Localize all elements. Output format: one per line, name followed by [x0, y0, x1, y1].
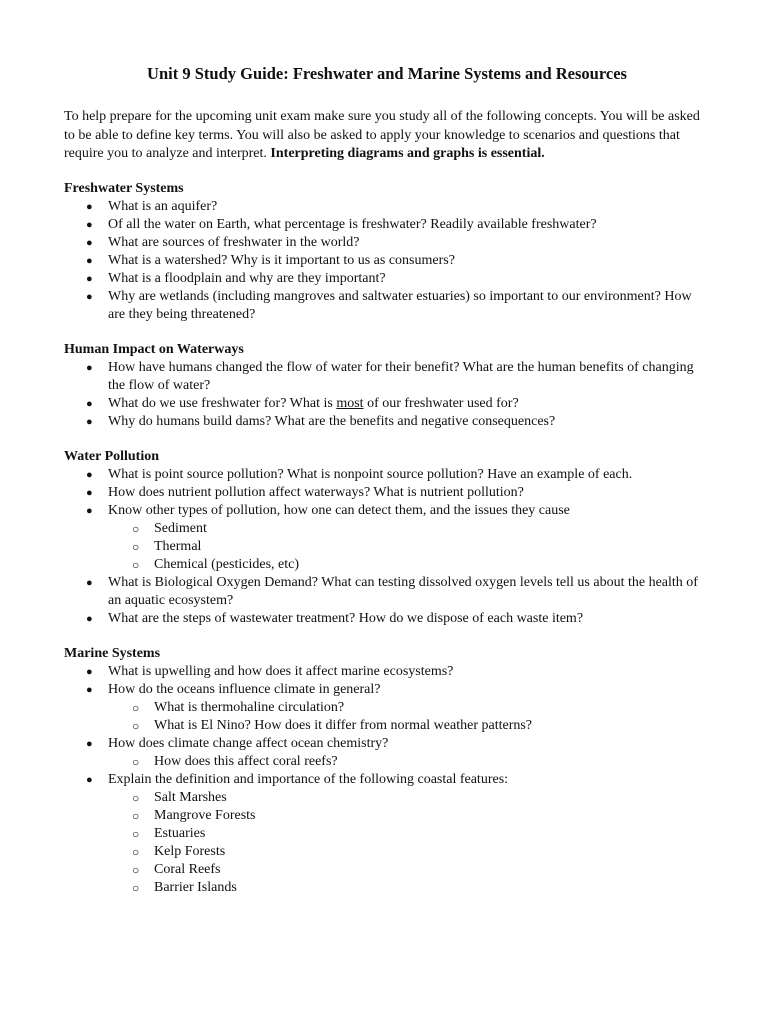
- list-item: [64, 198, 708, 216]
- climate-sub-list: [108, 699, 708, 735]
- list-item: [64, 502, 708, 574]
- section-title-freshwater: Freshwater Systems: [64, 180, 184, 196]
- list-item-text: What is a watershed? Why is it important to us as consumers?: [108, 252, 455, 268]
- sub-list-item: [108, 843, 708, 861]
- hollow-bullet-icon: ○: [132, 539, 140, 554]
- sub-list-item-text: Coral Reefs: [154, 861, 221, 877]
- sub-list-item: [108, 538, 708, 556]
- intro-emphasis: Interpreting diagrams and graphs is essential.: [270, 146, 545, 161]
- list-item-text: What is an aquifer?: [108, 198, 218, 214]
- pollution-list: [64, 466, 708, 628]
- sub-list-item-text: What is thermohaline circulation?: [154, 699, 345, 715]
- bullet-icon: ●: [86, 665, 93, 678]
- list-item: [64, 610, 708, 628]
- section-title-marine: Marine Systems: [64, 645, 161, 661]
- ocean-chemistry-sub-list: [108, 753, 708, 771]
- sub-list-item-text: Barrier Islands: [154, 879, 237, 895]
- sub-list-item-text: Thermal: [154, 538, 202, 554]
- list-item: [64, 252, 708, 270]
- list-item-text: of our freshwater used for?: [363, 395, 519, 411]
- sub-list-item-text: Sediment: [154, 520, 207, 536]
- hollow-bullet-icon: ○: [132, 557, 140, 572]
- hollow-bullet-icon: ○: [132, 521, 140, 536]
- bullet-icon: ●: [86, 272, 93, 285]
- bullet-icon: ●: [86, 200, 93, 213]
- bullet-icon: ●: [86, 397, 93, 410]
- sub-list-item: [108, 520, 708, 538]
- list-item-text: What are sources of freshwater in the world?: [108, 234, 360, 250]
- list-item: [64, 234, 708, 252]
- bullet-icon: ●: [86, 236, 93, 249]
- list-item: [64, 395, 708, 413]
- list-item-text: How does nutrient pollution affect waterways? What is nutrient pollution?: [108, 484, 524, 500]
- list-item: [64, 574, 708, 610]
- marine-list: [64, 663, 708, 897]
- hollow-bullet-icon: ○: [132, 700, 140, 715]
- sub-list-item: [108, 879, 708, 897]
- bullet-icon: ●: [86, 612, 93, 625]
- list-item-text: Why do humans build dams? What are the benefits and negative consequences?: [108, 413, 556, 429]
- bullet-icon: ●: [86, 737, 93, 750]
- list-item: [64, 359, 708, 395]
- list-item-text: What do we use freshwater for? What is: [108, 395, 337, 411]
- sub-list-item-text: How does this affect coral reefs?: [154, 753, 338, 769]
- sub-list-item: [108, 789, 708, 807]
- bullet-icon: ●: [86, 773, 93, 786]
- section-title-human-impact: Human Impact on Waterways: [64, 341, 244, 357]
- freshwater-list: [64, 198, 708, 324]
- section-freshwater: [64, 180, 708, 324]
- list-item: [64, 663, 708, 681]
- sub-list-item: [108, 807, 708, 825]
- section-title-water-pollution: Water Pollution: [64, 448, 160, 464]
- bullet-icon: ●: [86, 218, 93, 231]
- sub-list-item-text: Chemical (pesticides, etc): [154, 556, 299, 572]
- list-item-text: What are the steps of wastewater treatment? How do we dispose of each waste item?: [108, 610, 584, 626]
- list-item-text: Know other types of pollution, how one can detect them, and the issues they cause: [108, 502, 570, 518]
- coastal-features-list: [108, 789, 708, 897]
- bullet-icon: ●: [86, 486, 93, 499]
- sub-list-item-text: Kelp Forests: [154, 843, 226, 859]
- hollow-bullet-icon: ○: [132, 844, 140, 859]
- bullet-icon: ●: [86, 415, 93, 428]
- list-item: [64, 771, 708, 897]
- sub-list-item-text: Estuaries: [154, 825, 206, 841]
- list-item-text: How do the oceans influence climate in general?: [108, 681, 381, 697]
- sub-list-item-text: Mangrove Forests: [154, 807, 256, 823]
- sub-list-item: [108, 699, 708, 717]
- sub-list-item: [108, 556, 708, 574]
- bullet-icon: ●: [86, 683, 93, 696]
- list-item: [64, 484, 708, 502]
- list-item-text: Explain the definition and importance of the following coastal features:: [108, 771, 509, 787]
- list-item-text: What is Biological Oxygen Demand? What can testing dissolved oxygen levels tell us about the health of an aquatic ecosystem?: [108, 574, 698, 608]
- hollow-bullet-icon: ○: [132, 790, 140, 805]
- bullet-icon: ●: [86, 290, 93, 303]
- bullet-icon: ●: [86, 468, 93, 481]
- bullet-icon: ●: [86, 576, 93, 589]
- human-impact-list: [64, 359, 708, 431]
- list-item: [64, 270, 708, 288]
- section-marine: [64, 645, 708, 897]
- list-item-text: Why are wetlands (including mangroves and saltwater estuaries) so important to our environment? How are they being threatened?: [108, 288, 692, 322]
- section-human-impact: [64, 341, 708, 431]
- list-item: [64, 413, 708, 431]
- list-item: [64, 735, 708, 771]
- hollow-bullet-icon: ○: [132, 862, 140, 877]
- sub-list-item-text: What is El Nino? How does it differ from normal weather patterns?: [154, 717, 533, 733]
- bullet-icon: ●: [86, 254, 93, 267]
- sub-list-item: [108, 825, 708, 843]
- hollow-bullet-icon: ○: [132, 826, 140, 841]
- hollow-bullet-icon: ○: [132, 754, 140, 769]
- list-item-text: How does climate change affect ocean chemistry?: [108, 735, 389, 751]
- intro-text: To help prepare for the upcoming unit exam make sure you study all of the following concepts. You will be asked to be able to define key terms. You will also be asked to apply your knowledge to scenarios and questions that require you to analyze and interpret.: [64, 109, 700, 161]
- document-title: Unit 9 Study Guide: Freshwater and Marine Systems and Resources: [147, 64, 627, 83]
- sub-list-item: [108, 861, 708, 879]
- list-item-text: Of all the water on Earth, what percentage is freshwater? Readily available freshwater?: [108, 216, 597, 232]
- hollow-bullet-icon: ○: [132, 880, 140, 895]
- pollution-types-list: [108, 520, 708, 574]
- intro-paragraph: [64, 108, 708, 164]
- underlined-word: most: [336, 395, 364, 411]
- list-item: [64, 681, 708, 735]
- list-item-text: What is a floodplain and why are they important?: [108, 270, 386, 286]
- section-water-pollution: [64, 448, 708, 628]
- bullet-icon: ●: [86, 361, 93, 374]
- sub-list-item: [108, 717, 708, 735]
- list-item-text: What is upwelling and how does it affect marine ecosystems?: [108, 663, 454, 679]
- list-item-text: How have humans changed the flow of water for their benefit? What are the human benefits of changing the flow of water?: [108, 359, 694, 393]
- list-item: [64, 288, 708, 324]
- hollow-bullet-icon: ○: [132, 808, 140, 823]
- list-item: [64, 466, 708, 484]
- sub-list-item-text: Salt Marshes: [154, 789, 227, 805]
- bullet-icon: ●: [86, 504, 93, 517]
- sub-list-item: [108, 753, 708, 771]
- list-item: [64, 216, 708, 234]
- hollow-bullet-icon: ○: [132, 718, 140, 733]
- list-item-text: What is point source pollution? What is nonpoint source pollution? Have an example of each.: [108, 466, 633, 482]
